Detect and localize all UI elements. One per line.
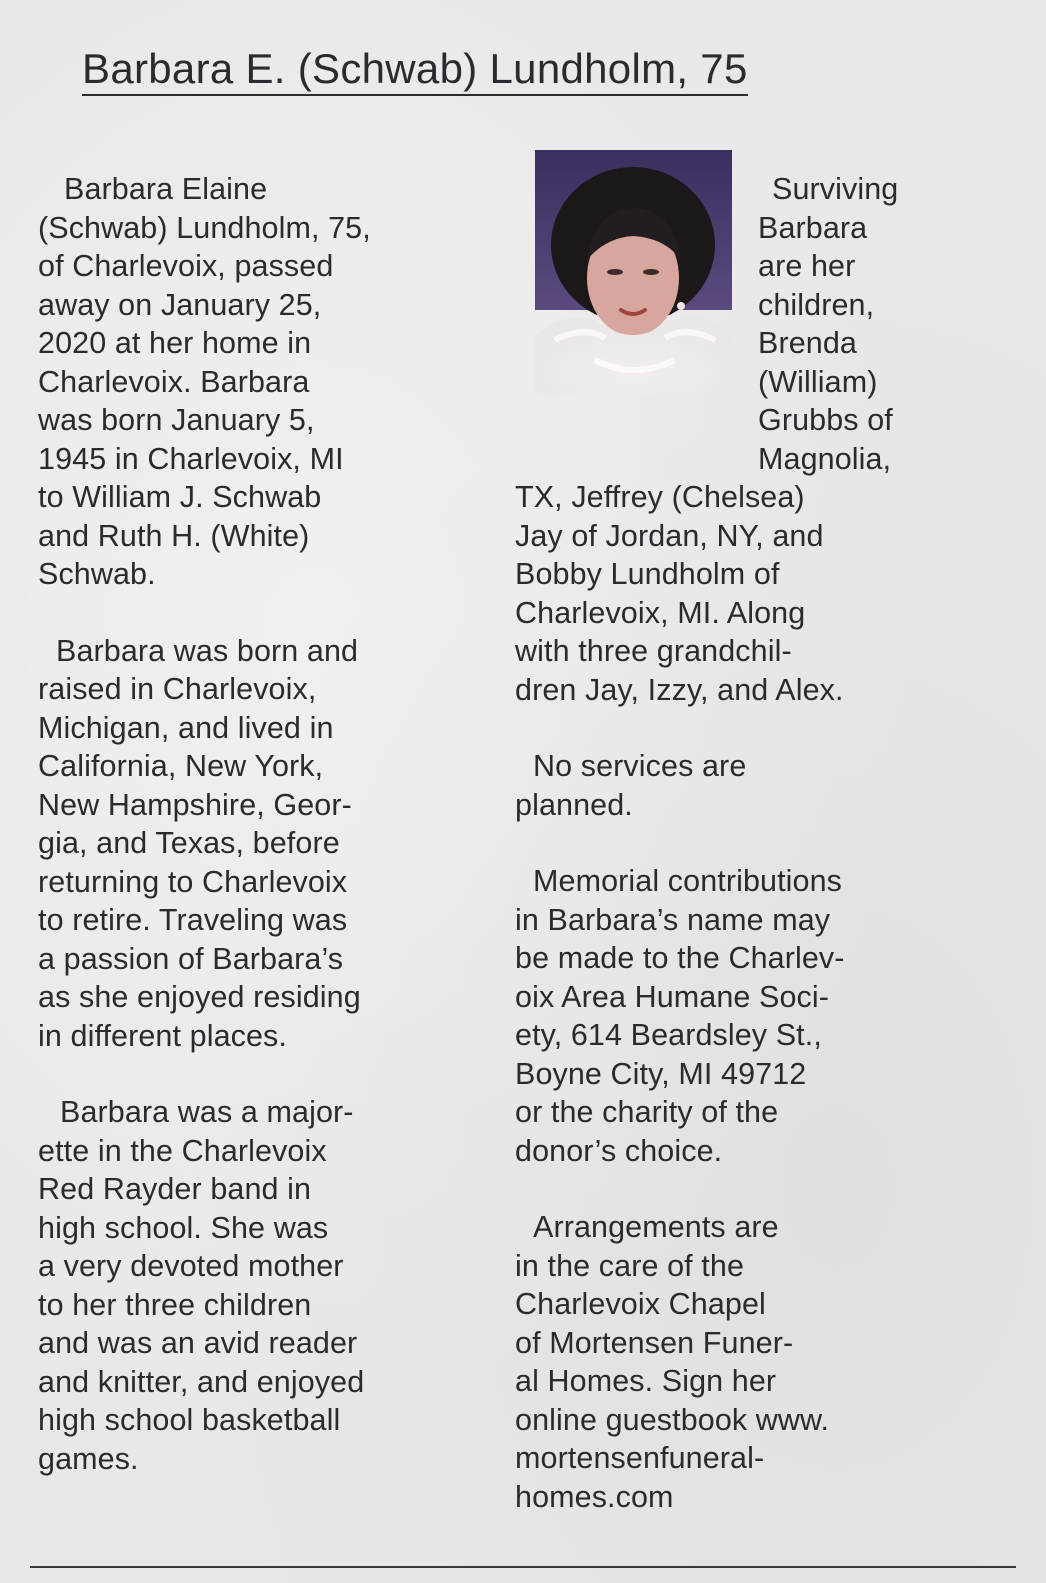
- text-line: Barbara was born and: [56, 633, 359, 668]
- text-line: Schwab.: [38, 557, 156, 591]
- paragraph-memorial: [515, 862, 845, 1170]
- text-line: Charlevoix, MI. Along: [515, 595, 806, 630]
- text-line: New Hampshire, Geor-: [38, 787, 352, 822]
- paragraph-survivors-rest: [515, 478, 845, 709]
- text-line: Bobby Lundholm of: [515, 557, 780, 591]
- text-line: ette in the Charlevoix: [38, 1133, 327, 1168]
- paragraph-services: [515, 747, 845, 824]
- text-line: Red Rayder band in: [38, 1172, 312, 1206]
- text-line: in Barbara’s name may: [515, 902, 831, 937]
- text-line: donor’s choice.: [515, 1133, 723, 1168]
- text-line: 1945 in Charlevoix, MI: [38, 441, 344, 476]
- right-column: [515, 478, 845, 1516]
- paragraph-life: [38, 632, 371, 1056]
- text-line: gia, and Texas, before: [38, 826, 340, 860]
- text-line: planned.: [515, 787, 633, 822]
- text-line: No services are: [533, 749, 747, 783]
- text-line: of Charlevoix, passed: [38, 249, 334, 283]
- paragraph-arrangements: [515, 1208, 845, 1516]
- text-line: in different places.: [38, 1018, 287, 1053]
- text-line: away on January 25,: [38, 287, 322, 322]
- text-line: raised in Charlevoix,: [38, 672, 317, 706]
- text-line: homes.com: [515, 1479, 674, 1514]
- text-line: Charlevoix. Barbara: [38, 364, 310, 399]
- text-line: 2020 at her home in: [38, 326, 312, 360]
- text-line: a passion of Barbara’s: [38, 941, 344, 976]
- text-line: mortensenfuneral-: [515, 1441, 765, 1475]
- text-line: Magnolia,: [758, 441, 892, 476]
- text-line: in the care of the: [515, 1248, 745, 1283]
- text-line: as she enjoyed residing: [38, 980, 361, 1014]
- text-line: high school basketball: [38, 1403, 341, 1437]
- text-line: Barbara was a major-: [60, 1095, 354, 1129]
- text-line: dren Jay, Izzy, and Alex.: [515, 672, 844, 707]
- text-line: children,: [758, 287, 875, 322]
- bottom-rule: [30, 1566, 1016, 1568]
- right-column-beside-photo: [758, 170, 898, 478]
- text-line: to retire. Traveling was: [38, 903, 348, 937]
- text-line: games.: [38, 1441, 139, 1476]
- text-line: and was an avid reader: [38, 1326, 358, 1360]
- text-line: be made to the Charlev-: [515, 941, 845, 975]
- text-line: a very devoted mother: [38, 1249, 344, 1283]
- text-line: Jay of Jordan, NY, and: [515, 518, 824, 553]
- text-line: ety, 614 Beardsley St.,: [515, 1018, 822, 1052]
- text-line: Grubbs of: [758, 403, 893, 437]
- text-line: returning to Charlevoix: [38, 864, 348, 899]
- text-line: to William J. Schwab: [38, 480, 322, 514]
- text-line: online guestbook www.: [515, 1402, 830, 1437]
- text-line: TX, Jeffrey (Chelsea): [515, 480, 805, 514]
- text-line: al Homes. Sign her: [515, 1364, 777, 1398]
- text-line: Charlevoix Chapel: [515, 1287, 766, 1321]
- text-line: with three grandchil-: [515, 634, 792, 668]
- text-line: Brenda: [758, 326, 857, 360]
- text-line: Boyne City, MI 49712: [515, 1056, 807, 1091]
- paragraph-hobbies: [38, 1093, 371, 1478]
- text-line: Memorial contributions: [533, 864, 843, 898]
- obituary-title: Barbara E. (Schwab) Lundholm, 75: [82, 44, 748, 96]
- text-line: and knitter, and enjoyed: [38, 1364, 365, 1399]
- text-line: and Ruth H. (White): [38, 518, 310, 553]
- text-line: Michigan, and lived in: [38, 710, 334, 745]
- text-line: of Mortensen Funer-: [515, 1325, 794, 1360]
- text-line: (Schwab) Lundholm, 75,: [38, 210, 371, 245]
- text-line: (William): [758, 364, 878, 399]
- text-line: Barbara Elaine: [64, 172, 268, 206]
- text-line: Barbara: [758, 210, 868, 245]
- text-line: to her three children: [38, 1287, 312, 1322]
- left-column: [38, 170, 371, 1478]
- portrait-photo: [535, 150, 732, 395]
- text-line: or the charity of the: [515, 1095, 779, 1129]
- text-line: oix Area Humane Soci-: [515, 979, 830, 1014]
- text-line: Arrangements are: [533, 1210, 779, 1244]
- text-line: was born January 5,: [38, 403, 315, 437]
- paragraph-survivors-start: [758, 170, 898, 478]
- text-line: are her: [758, 249, 856, 283]
- text-line: high school. She was: [38, 1210, 329, 1245]
- paragraph-intro: [38, 170, 371, 594]
- text-line: Surviving: [772, 172, 899, 206]
- text-line: California, New York,: [38, 749, 324, 783]
